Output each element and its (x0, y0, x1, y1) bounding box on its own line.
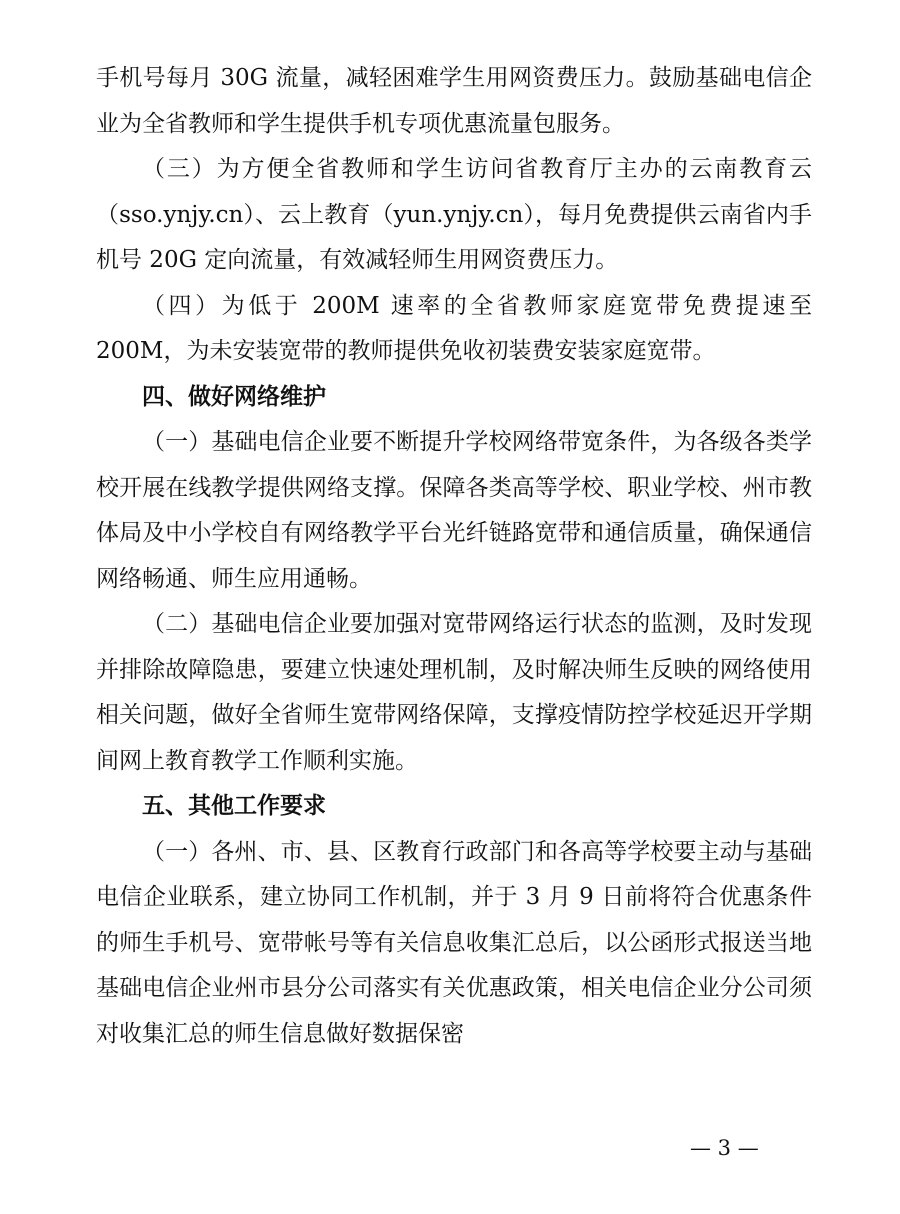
paragraph-item-4-broadband: （四）为低于 200M 速率的全省教师家庭宽带免费提速至 200M，为未安装宽带的教师提供免收初装费安装家庭宽带。 (96, 292, 812, 364)
paragraph-item-3-education-cloud: （三）为方便全省教师和学生访问省教育厅主办的云南教育云（sso.ynjy.cn）、云上教育（yun.ynjy.cn），每月免费提供云南省内手机号 20G 定向流量，有效减轻师生用网资费压力。 (96, 156, 812, 273)
paragraph-other-item-1: （一）各州、市、县、区教育行政部门和各高等学校要主动与基础电信企业联系，建立协同工作机制，并于 3 月 9 日前将符合优惠条件的师生手机号、宽带帐号等有关信息收集汇总后，以公函形式报送当地基础电信企业州市县分公司落实有关优惠政策，相关电信企业分公司须对收集汇总的师生信息做好数据保密 (96, 838, 812, 1047)
page-number: — 3 — (690, 1136, 759, 1160)
section-heading-5: 五、其他工作要求 (142, 793, 326, 819)
paragraph-network-item-1: （一）基础电信企业要不断提升学校网络带宽条件，为各级各类学校开展在线教学提供网络支撑。保障各类高等学校、职业学校、州市教体局及中小学校自有网络教学平台光纤链路宽带和通信质量，确保通信网络畅通、师生应用通畅。 (96, 429, 812, 592)
paragraph-continued-traffic: 手机号每月 30G 流量，减轻困难学生用网资费压力。鼓励基础电信企业为全省教师和学生提供手机专项优惠流量包服务。 (96, 65, 812, 137)
paragraph-network-item-2: （二）基础电信企业要加强对宽带网络运行状态的监测，及时发现并排除故障隐患，要建立快速处理机制，及时解决师生反映的网络使用相关问题，做好全省师生宽带网络保障，支撑疫情防控学校延迟开学期间网上教育教学工作顺利实施。 (96, 611, 812, 774)
section-heading-4: 四、做好网络维护 (142, 383, 326, 410)
document-body (96, 56, 812, 1057)
